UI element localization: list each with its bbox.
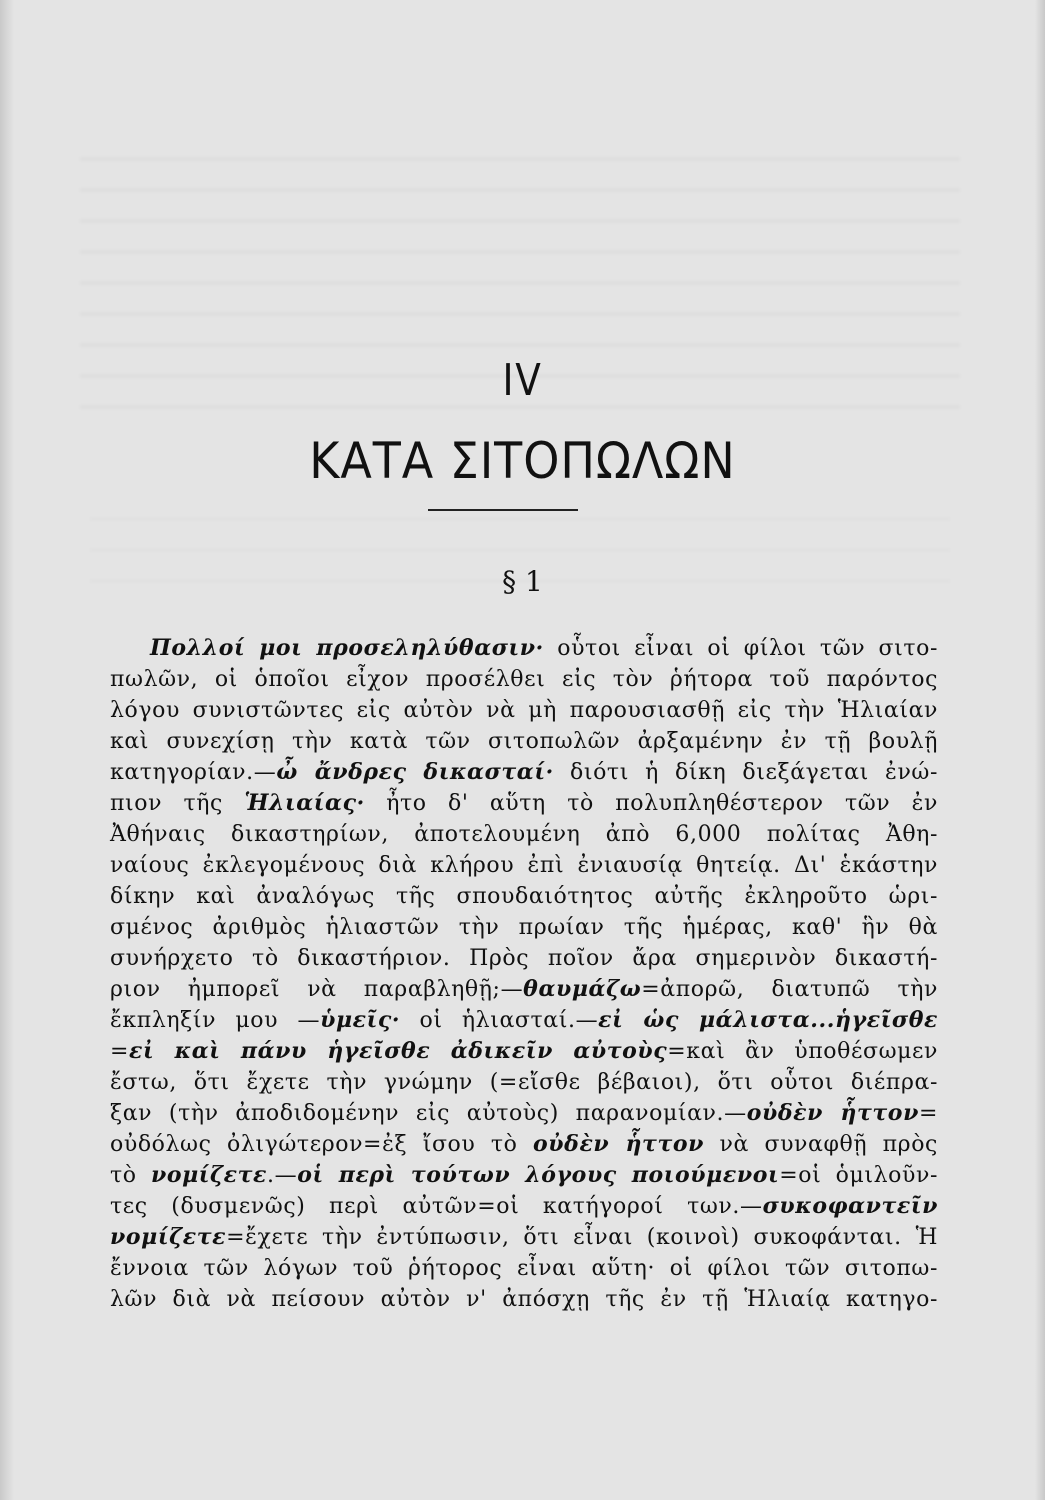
text-span: τες (δυσμενῶς) περὶ αὐτῶν=οἱ κατήγοροί των.— [110, 1194, 763, 1219]
commentary-body [110, 633, 938, 1315]
text-line [110, 1036, 938, 1067]
text-line [110, 726, 938, 757]
text-line [110, 850, 938, 881]
text-line [110, 1160, 938, 1191]
text-span: καὶ συνεχίσῃ τὴν κατὰ τῶν σιτοπωλῶν ἀρξαμένην ἐν τῇ βουλῇ [110, 729, 938, 754]
text-span: =ἀπορῶ, διατυπῶ τὴν [641, 977, 938, 1002]
text-line [110, 1191, 938, 1222]
text-span: ἔννοια τῶν λόγων τοῦ ῥήτορος εἶναι αὕτη· οἱ φίλοι τῶν σιτοπω- [110, 1256, 938, 1281]
text-span: τὸ [110, 1163, 151, 1188]
text-span: κατηγορίαν.— [110, 760, 277, 785]
lemma-term: ὦ ἄνδρες δικασταί· [276, 759, 554, 785]
text-line [110, 819, 938, 850]
lemma-term: εἰ καὶ πάνυ ἡγεῖσθε ἀδικεῖν αὐτοὺς [129, 1038, 668, 1064]
text-span: οἱ ἡλιασταί.— [400, 1008, 599, 1033]
text-line [110, 788, 938, 819]
text-line [110, 757, 938, 788]
text-span: Ἀθήναις δικαστηρίων, ἀποτελουμένη ἀπὸ 6,000 πολίτας Ἀθη- [110, 822, 938, 847]
page-edge-shadow [1035, 0, 1045, 1500]
text-span: ναίους ἐκλεγομένους διὰ κλήρου ἐπὶ ἐνιαυσίᾳ θητείᾳ. Δι' ἑκάστην [110, 853, 938, 878]
lemma-term: συκοφαντεῖν [762, 1193, 938, 1219]
text-line [110, 943, 938, 974]
text-span: ριον ἠμπορεῖ νὰ παραβληθῇ;— [110, 977, 524, 1002]
lemma-term: νομίζετε [150, 1162, 268, 1188]
binding-shadow [0, 0, 14, 1500]
text-line [110, 974, 938, 1005]
text-span: ἔκπληξίν μου — [110, 1008, 321, 1033]
text-span: δίκην καὶ ἀναλόγως τῆς σπουδαιότητος αὐτῆς ἐκληροῦτο ὡρι- [110, 884, 938, 909]
text-line [110, 633, 938, 664]
text-line [110, 695, 938, 726]
lemma-term: Πολλοί μοι προσεληλύθασιν· [150, 635, 544, 661]
lemma-term: εἰ ὡς μάλιστα...ἡγεῖσθε [598, 1007, 939, 1033]
lemma-term: θαυμάζω [523, 976, 642, 1002]
text-span: .— [267, 1163, 298, 1188]
text-span: πιον τῆς [110, 791, 245, 816]
text-line [110, 1005, 938, 1036]
text-span: σμένος ἀριθμὸς ἡλιαστῶν τὴν πρωίαν τῆς ἡμέρας, καθ' ἣν θὰ [110, 915, 938, 940]
text-span: ἔστω, ὅτι ἔχετε τὴν γνώμην (=εἴσθε βέβαιοι), ὅτι οὗτοι διέπρα- [110, 1070, 938, 1095]
lemma-term: ὑμεῖς· [320, 1007, 401, 1033]
text-line [110, 912, 938, 943]
text-span: = [110, 1039, 130, 1064]
lemma-term: οἱ περὶ τούτων λόγους ποιούμενοι [297, 1162, 780, 1188]
text-span: =οἱ ὁμιλοῦν- [779, 1163, 938, 1188]
text-line [110, 1284, 938, 1315]
text-span: λῶν διὰ νὰ πείσουν αὐτὸν ν' ἀπόσχῃ τῆς ἐν τῇ Ἡλιαίᾳ κατηγο- [110, 1287, 938, 1312]
chapter-title: ΚΑΤΑ ΣΙΤΟΠΩΛΩΝ [309, 432, 736, 490]
text-span: οὐδόλως ὀλιγώτερον=ἐξ ἴσου τὸ [110, 1132, 534, 1157]
text-line [110, 664, 938, 695]
text-span: =ἔχετε τὴν ἐντύπωσιν, ὅτι εἶναι (κοινοὶ) συκοφάνται. Ἡ [226, 1225, 938, 1250]
lemma-term: οὐδὲν ἧττον [533, 1131, 704, 1157]
text-line [110, 1129, 938, 1160]
text-span: =καὶ ἂν ὑποθέσωμεν [667, 1039, 938, 1064]
text-span: πωλῶν, οἱ ὁποῖοι εἶχον προσέλθει εἰς τὸν ῥήτορα τοῦ παρόντος [110, 667, 938, 692]
text-line [110, 1222, 938, 1253]
text-line [110, 1067, 938, 1098]
text-span: ξαν (τὴν ἀποδιδομένην εἰς αὐτοὺς) παρανομίαν.— [110, 1101, 747, 1126]
text-span: διότι ἡ δίκη διεξάγεται ἐνώ- [553, 760, 938, 785]
chapter-number: IV [502, 355, 543, 406]
text-span: = [918, 1101, 938, 1126]
text-line [110, 1253, 938, 1284]
title-divider [428, 509, 578, 511]
section-heading: § 1 [502, 565, 543, 598]
text-span: οὗτοι εἶναι οἱ φίλοι τῶν σιτο- [543, 636, 939, 661]
lemma-term: οὐδὲν ἧττον [746, 1100, 919, 1126]
text-span: λόγου συνιστῶντες εἰς αὐτὸν νὰ μὴ παρουσιασθῇ εἰς τὴν Ἡλιαίαν [110, 698, 938, 723]
lemma-term: Ἡλιαίας· [244, 790, 365, 816]
text-line [110, 1098, 938, 1129]
lemma-term: νομίζετε [110, 1224, 227, 1250]
text-span: συνήρχετο τὸ δικαστήριον. Πρὸς ποῖον ἄρα σημερινὸν δικαστή- [110, 946, 938, 971]
text-line [110, 881, 938, 912]
text-span: νὰ συναφθῇ πρὸς [704, 1132, 938, 1157]
text-span: ἦτο δ' αὕτη τὸ πολυπληθέστερον τῶν ἐν [364, 791, 938, 816]
